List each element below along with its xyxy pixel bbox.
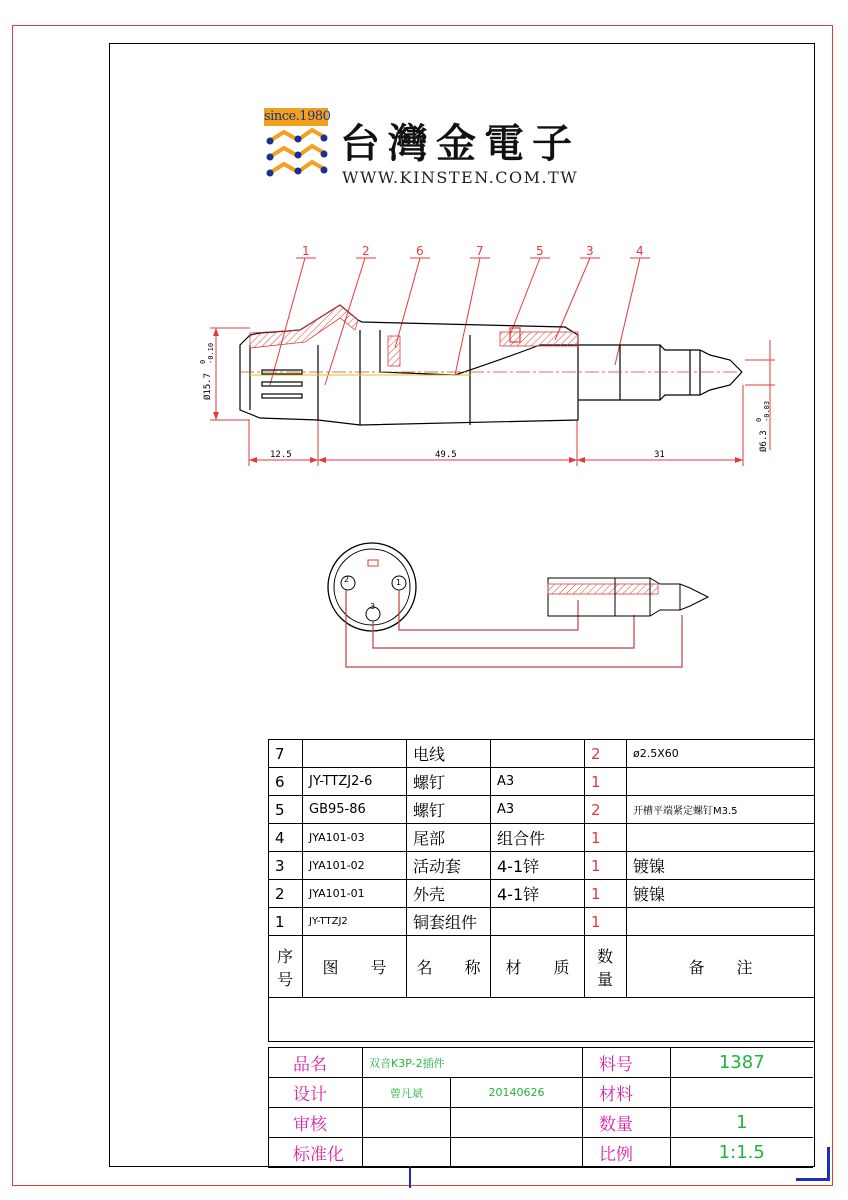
callout-5: 5 xyxy=(536,244,544,258)
part-qty: 2 xyxy=(585,796,627,824)
part-material: 组合件 xyxy=(491,824,585,852)
callout-6: 6 xyxy=(416,244,424,258)
part-note: 镀镍 xyxy=(627,852,815,880)
part-no: 3 xyxy=(269,852,303,880)
pin-1: 1 xyxy=(396,578,402,587)
table-row xyxy=(269,824,815,852)
part-no-value: 1387 xyxy=(671,1048,813,1078)
part-qty: 2 xyxy=(585,740,627,768)
part-note: ø2.5X60 xyxy=(627,740,815,768)
part-material: 4-1锌 xyxy=(491,880,585,908)
callout-labels xyxy=(302,244,644,258)
part-material: A3 xyxy=(491,768,585,796)
part-name: 尾部 xyxy=(407,824,491,852)
parts-table xyxy=(268,739,815,1042)
dim-len-mid: 49.5 xyxy=(435,450,457,460)
design-date: 20140626 xyxy=(451,1078,583,1108)
part-no: 1 xyxy=(269,908,303,936)
header-name: 名 称 xyxy=(407,936,491,998)
table-header-row xyxy=(269,936,815,998)
part-note xyxy=(627,768,815,796)
table-row xyxy=(269,796,815,824)
callout-2: 2 xyxy=(362,244,370,258)
part-no: 6 xyxy=(269,768,303,796)
part-name: 电线 xyxy=(407,740,491,768)
logo-since: since.1980 xyxy=(264,109,331,124)
part-name: 螺钉 xyxy=(407,768,491,796)
part-drawing: JYA101-03 xyxy=(303,824,407,852)
part-material: 4-1锌 xyxy=(491,852,585,880)
part-qty: 1 xyxy=(585,880,627,908)
dim-plug-diameter: Ø6.3 xyxy=(759,430,769,452)
part-note xyxy=(627,908,815,936)
header-qty: 数量 xyxy=(585,936,627,998)
callout-7: 7 xyxy=(476,244,484,258)
product-label: 品名 xyxy=(269,1048,363,1078)
dim-body-tol-bottom: -0.10 xyxy=(207,342,215,364)
table-blank-row xyxy=(269,998,815,1042)
company-url: WWW.KINSTEN.COM.TW xyxy=(342,168,579,187)
dimension-labels xyxy=(199,343,771,460)
title-block xyxy=(268,1047,813,1168)
dim-body-diameter: Ø15.7 xyxy=(203,372,213,400)
part-qty: 1 xyxy=(585,852,627,880)
company-name: 台灣金電子 xyxy=(340,120,580,167)
material-label: 材料 xyxy=(583,1078,671,1108)
header-drawing: 图 号 xyxy=(303,936,407,998)
part-note: 镀镍 xyxy=(627,880,815,908)
pin-3: 3 xyxy=(370,602,376,611)
dim-plug-tol-top: 0 xyxy=(755,417,763,422)
part-drawing: JY-TTZJ2 xyxy=(303,908,407,936)
part-qty: 1 xyxy=(585,824,627,852)
callout-4: 4 xyxy=(636,244,644,258)
standard-label: 标准化 xyxy=(269,1138,363,1168)
scale-label: 比例 xyxy=(583,1138,671,1168)
part-no-label: 料号 xyxy=(583,1048,671,1078)
designer-value: 曾凡斌 xyxy=(363,1078,451,1108)
quantity-value: 1 xyxy=(671,1108,813,1138)
part-no: 7 xyxy=(269,740,303,768)
title-row xyxy=(269,1108,813,1138)
table-row xyxy=(269,852,815,880)
dim-len-left: 12.5 xyxy=(270,450,292,460)
part-no: 4 xyxy=(269,824,303,852)
part-no: 5 xyxy=(269,796,303,824)
header-no: 序号 xyxy=(269,936,303,998)
table-row xyxy=(269,740,815,768)
part-drawing: JY-TTZJ2-6 xyxy=(303,768,407,796)
part-name: 活动套 xyxy=(407,852,491,880)
part-drawing: JYA101-02 xyxy=(303,852,407,880)
title-row xyxy=(269,1138,813,1168)
part-name: 外壳 xyxy=(407,880,491,908)
table-row xyxy=(269,768,815,796)
part-drawing: JYA101-01 xyxy=(303,880,407,908)
quantity-label: 数量 xyxy=(583,1108,671,1138)
callout-1: 1 xyxy=(302,244,310,258)
part-qty: 1 xyxy=(585,908,627,936)
table-row xyxy=(269,880,815,908)
part-material xyxy=(491,740,585,768)
product-value: 双音K3P-2插件 xyxy=(363,1048,583,1078)
part-qty: 1 xyxy=(585,768,627,796)
pin-2: 2 xyxy=(344,575,350,584)
part-drawing xyxy=(303,740,407,768)
part-note: 开槽平端紧定螺钉M3.5 xyxy=(627,796,815,824)
wiring-diagram xyxy=(328,543,708,667)
part-note xyxy=(627,824,815,852)
title-row xyxy=(269,1048,813,1078)
header-note: 备 注 xyxy=(627,936,815,998)
design-label: 设计 xyxy=(269,1078,363,1108)
part-material xyxy=(491,908,585,936)
callout-3: 3 xyxy=(586,244,594,258)
table-row xyxy=(269,908,815,936)
scale-value: 1:1.5 xyxy=(671,1138,813,1168)
material-value xyxy=(671,1078,813,1108)
header-material: 材 质 xyxy=(491,936,585,998)
part-material: A3 xyxy=(491,796,585,824)
center-tick-mark xyxy=(409,1166,411,1188)
dim-len-right: 31 xyxy=(654,450,665,460)
title-row xyxy=(269,1078,813,1108)
part-drawing: GB95-86 xyxy=(303,796,407,824)
part-name: 螺钉 xyxy=(407,796,491,824)
part-name: 铜套组件 xyxy=(407,908,491,936)
review-label: 审核 xyxy=(269,1108,363,1138)
dim-plug-tol-bottom: -0.03 xyxy=(763,400,771,422)
part-no: 2 xyxy=(269,880,303,908)
hatched-sections xyxy=(250,305,578,366)
dim-body-tol-top: 0 xyxy=(199,359,207,364)
